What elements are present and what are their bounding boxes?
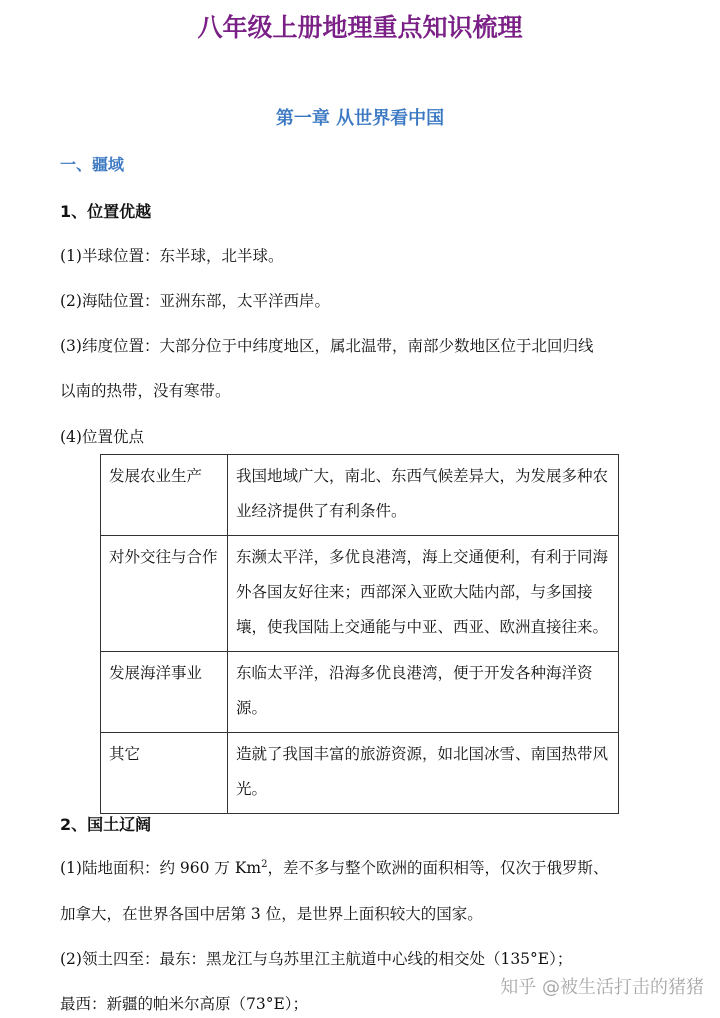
text-line: 以南的热带，没有寒带。 — [60, 382, 231, 400]
table-key: 对外交往与合作 — [101, 536, 228, 652]
text-line: (1)半球位置：东半球，北半球。 — [60, 247, 284, 265]
watermark: 知乎 @被生活打击的猪猪 — [500, 977, 704, 998]
subheading-territory: 2、国土辽阔 — [60, 815, 152, 834]
text-line: 最西：新疆的帕米尔高原（73°E）； — [60, 995, 309, 1013]
section-heading: 一、疆域 — [60, 155, 125, 174]
page-title: 八年级上册地理重点知识梳理 — [197, 13, 523, 42]
table-key: 发展农业生产 — [101, 455, 228, 536]
chapter-title: 第一章 从世界看中国 — [275, 108, 445, 129]
table-row — [101, 455, 619, 536]
area-superscript: 2 — [261, 858, 268, 870]
table-value: 东濒太平洋，多优良港湾，海上交通便利，有利于同海外各国友好往来；西部深入亚欧大陆内部，与多国接壤，使我国陆上交通能与中亚、西亚、欧洲直接往来。 — [228, 536, 619, 652]
text-line: (2)海陆位置：亚洲东部，太平洋西岸。 — [60, 292, 330, 310]
table-key: 发展海洋事业 — [101, 652, 228, 733]
table-row — [101, 652, 619, 733]
table-value: 造就了我国丰富的旅游资源，如北国冰雪、南国热带风光。 — [228, 733, 619, 814]
table-key: 其它 — [101, 733, 228, 814]
advantages-table — [100, 454, 619, 814]
table-value: 东临太平洋，沿海多优良港湾，便于开发各种海洋资源。 — [228, 652, 619, 733]
area-text-b: ，差不多与整个欧洲的面积相等，仅次于俄罗斯、 — [267, 859, 609, 877]
table-value: 我国地域广大，南北、东西气候差异大，为发展多种农业经济提供了有利条件。 — [228, 455, 619, 536]
text-line: 加拿大，在世界各国中居第 3 位，是世界上面积较大的国家。 — [60, 905, 483, 923]
text-line: (3)纬度位置：大部分位于中纬度地区，属北温带，南部少数地区位于北回归线 — [60, 337, 594, 355]
table-row — [101, 733, 619, 814]
text-line-area — [60, 856, 670, 878]
area-text-a: (1)陆地面积：约 960 万 Km — [60, 859, 262, 877]
text-line: (4)位置优点 — [60, 428, 144, 446]
subheading-position: 1、位置优越 — [60, 202, 152, 221]
table-row — [101, 536, 619, 652]
text-line: (2)领土四至：最东：黑龙江与乌苏里江主航道中心线的相交处（135°E）； — [60, 950, 573, 968]
